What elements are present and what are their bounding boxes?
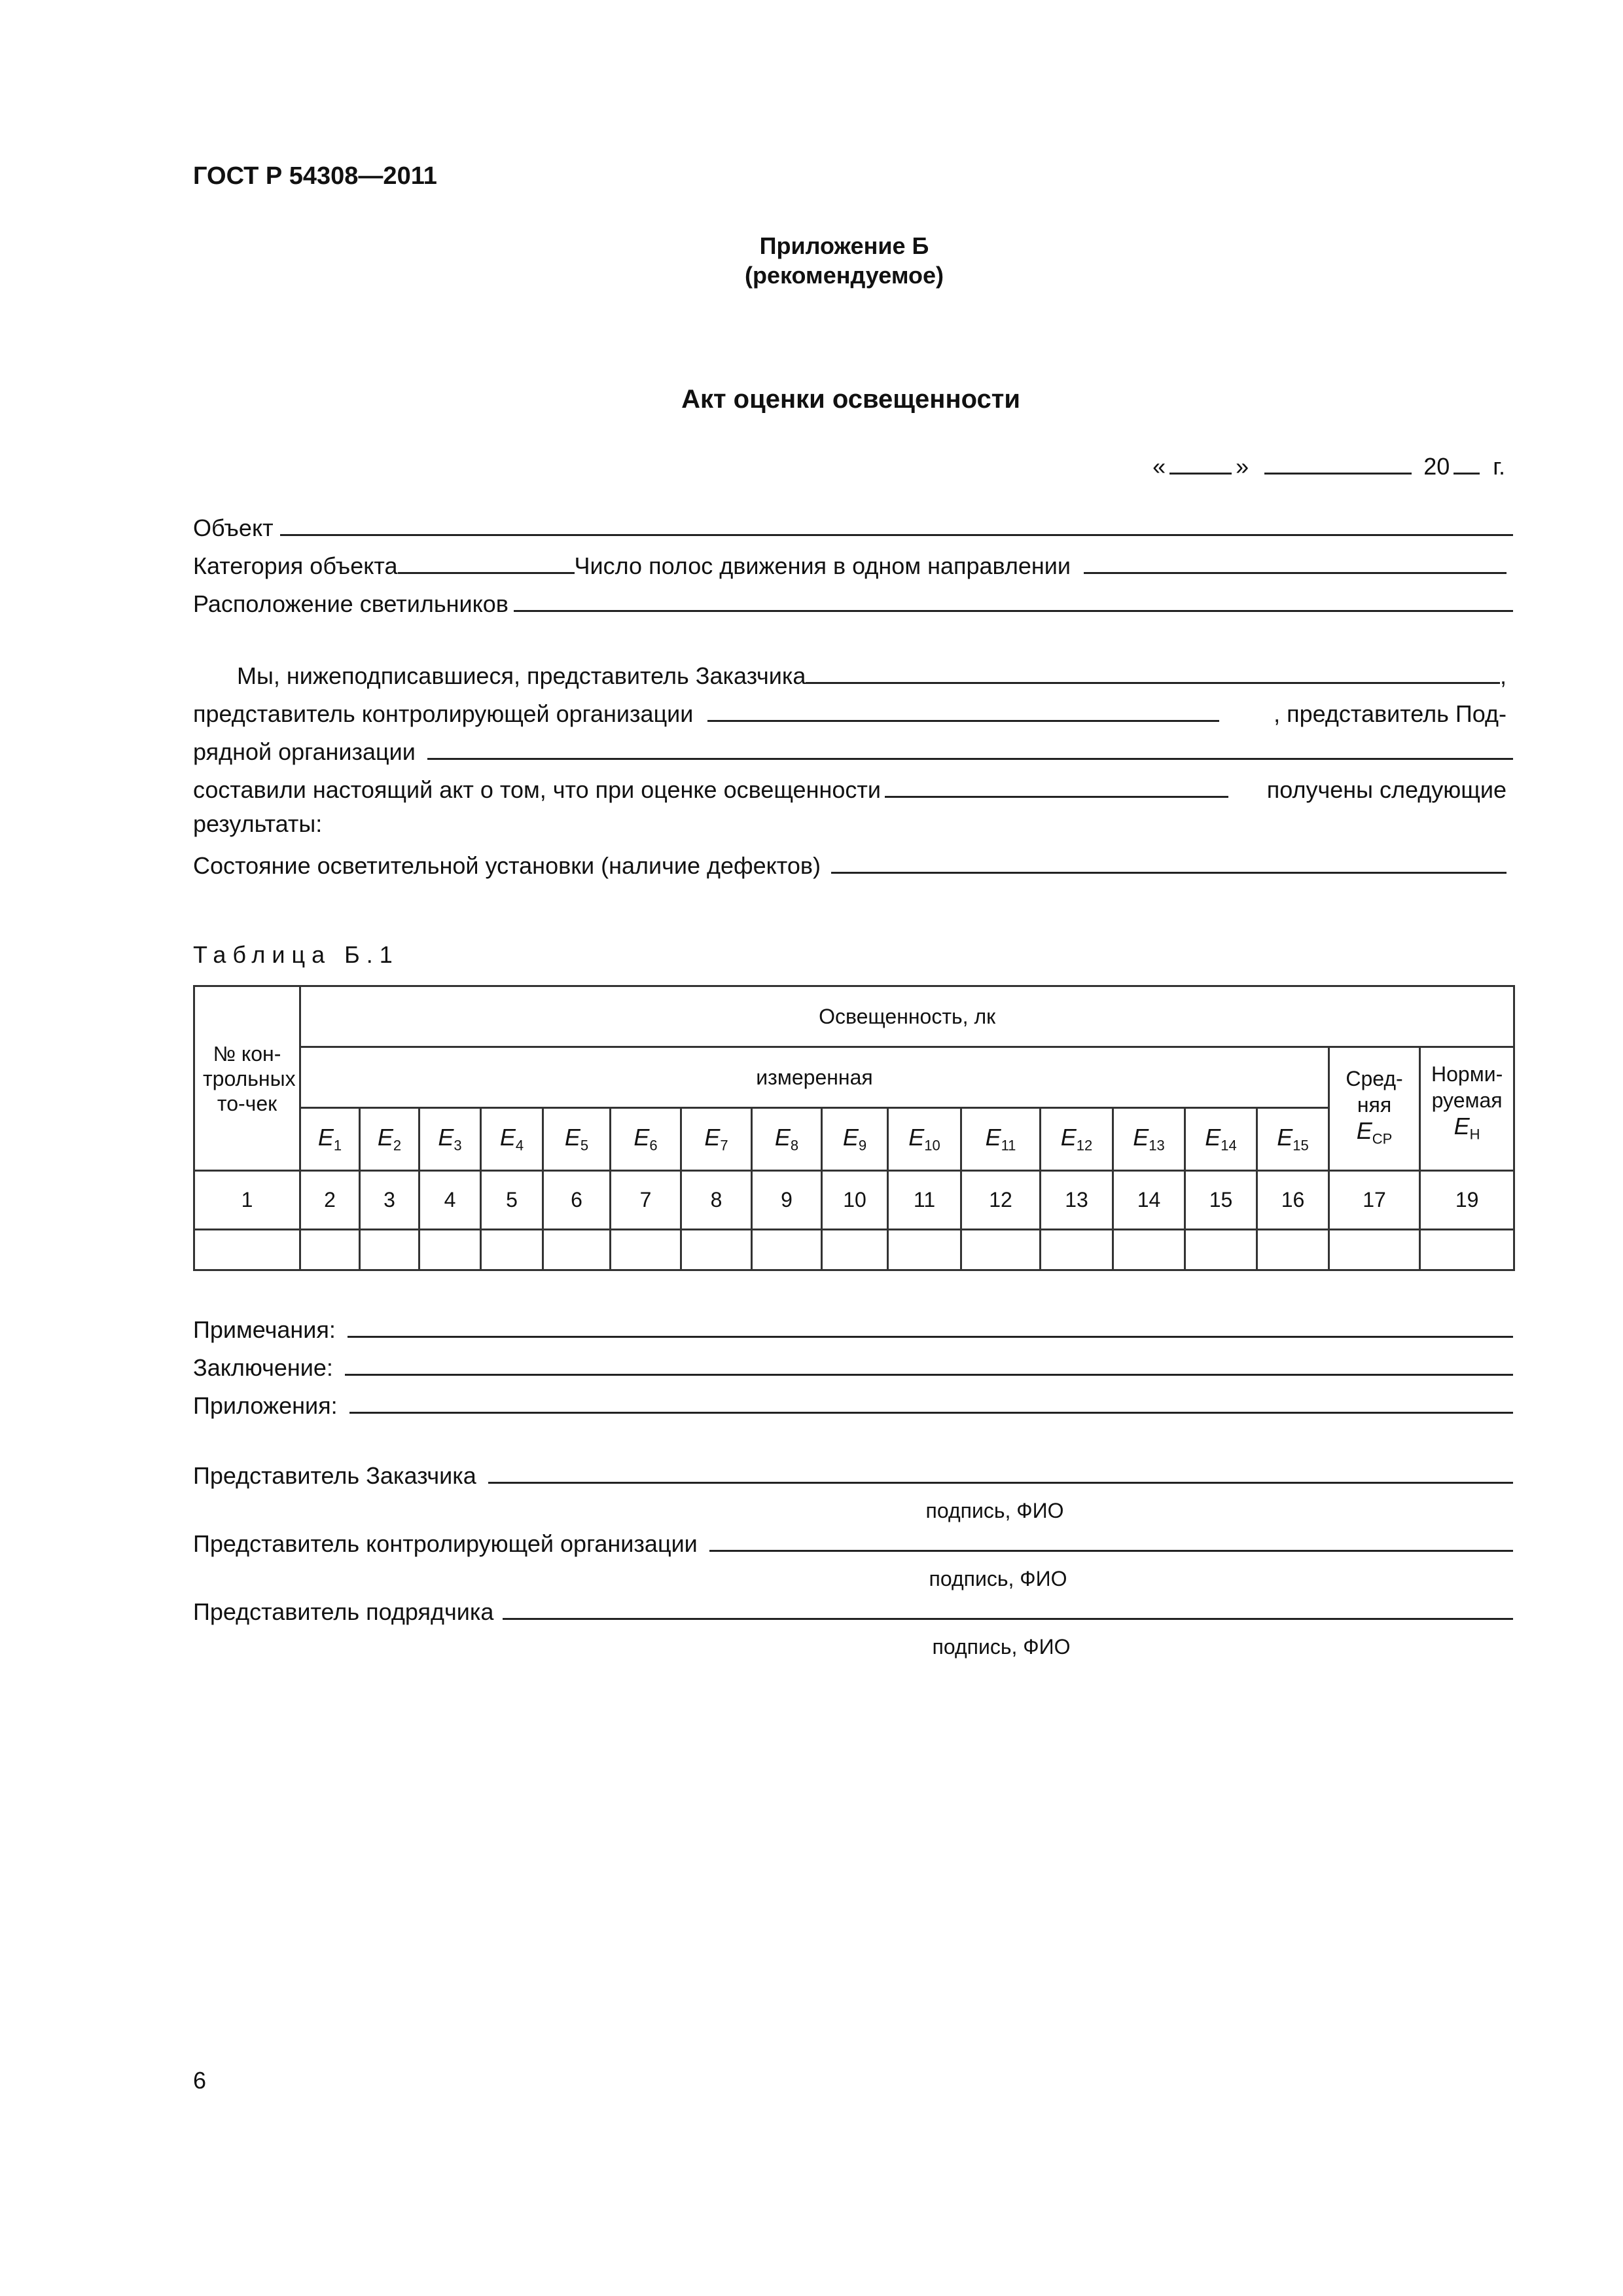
e-symbol-sub: 9 (858, 1137, 867, 1154)
notes-label: Примечания: (193, 1316, 336, 1343)
data-cell[interactable] (360, 1230, 419, 1270)
signature-caption-2: подпись, ФИО (929, 1567, 1067, 1590)
attachments-field[interactable] (349, 1388, 1513, 1414)
lights-label: Расположение светильников (193, 590, 508, 617)
e-symbol-cell (481, 1108, 543, 1171)
contractor-signature-field[interactable] (503, 1594, 1513, 1620)
data-cell[interactable] (300, 1230, 360, 1270)
data-cell[interactable] (888, 1230, 961, 1270)
object-row (193, 511, 1513, 539)
year-suffix: г. (1493, 453, 1505, 480)
conclusion-row (193, 1350, 1513, 1379)
table-label: Таблица Б.1 (193, 941, 399, 968)
para-condition-label: Состояние осветительной установки (наличие дефектов) (193, 852, 821, 879)
e-symbol-letter: E (377, 1124, 393, 1151)
data-cell[interactable] (194, 1230, 300, 1270)
e-symbol-letter: E (1205, 1124, 1221, 1151)
para-control-label: представитель контролирующей организации (193, 700, 694, 727)
e-symbol-sub: 15 (1293, 1137, 1309, 1154)
e-symbol-cell (419, 1108, 481, 1171)
para-results-text: получены следующие (1266, 776, 1507, 803)
avg-symbol-sub: СР (1372, 1130, 1393, 1147)
e-symbol-sub: 8 (790, 1137, 799, 1154)
e-symbol-sub: 11 (1001, 1137, 1016, 1154)
e-symbol-letter: E (564, 1124, 580, 1151)
data-cell[interactable] (1113, 1230, 1185, 1270)
lights-row (193, 586, 1513, 615)
avg-header-text: Сред-няя (1346, 1066, 1403, 1117)
avg-header (1329, 1047, 1420, 1171)
e-symbol-sub: 4 (515, 1137, 524, 1154)
data-cell[interactable] (1420, 1230, 1514, 1270)
e-symbol-sub: 6 (649, 1137, 658, 1154)
para-contractor-start: , представитель Под- (1274, 700, 1507, 727)
data-cell[interactable] (1329, 1230, 1420, 1270)
e-symbol-cell (300, 1108, 360, 1171)
e-symbol-cell (961, 1108, 1041, 1171)
signature-caption-3: подпись, ФИО (932, 1635, 1071, 1659)
column-number-cell: 7 (611, 1171, 681, 1230)
para-comma: , (1499, 662, 1507, 689)
norm-symbol (1421, 1113, 1513, 1147)
page-number: 6 (193, 2067, 207, 2094)
data-cell[interactable] (822, 1230, 888, 1270)
e-symbol-sub: 3 (454, 1137, 462, 1154)
e-symbol-letter: E (499, 1124, 516, 1151)
notes-row (193, 1312, 1513, 1341)
e-symbol-letter: E (774, 1124, 791, 1151)
data-cell[interactable] (419, 1230, 481, 1270)
para-line-1 (237, 658, 1507, 687)
e-symbol-sub: 2 (393, 1137, 402, 1154)
appendix-name: Приложение Б (759, 232, 929, 259)
data-row (194, 1230, 1514, 1270)
e-symbol-cell (1041, 1108, 1113, 1171)
e-symbol-cell (1185, 1108, 1257, 1171)
para-act-text: составили настоящий акт о том, что при оценке освещенности (193, 776, 881, 803)
column-number-cell: 3 (360, 1171, 419, 1230)
e-symbol-sub: 1 (333, 1137, 342, 1154)
e-symbol-cell (681, 1108, 752, 1171)
e-symbol-cell (1113, 1108, 1185, 1171)
control-signature-field[interactable] (709, 1526, 1513, 1552)
evaluation-field[interactable] (885, 772, 1228, 798)
data-cell[interactable] (481, 1230, 543, 1270)
data-cell[interactable] (752, 1230, 822, 1270)
customer-rep-field[interactable] (806, 658, 1500, 684)
column-number-cell: 9 (752, 1171, 822, 1230)
date-open-quote: « (1152, 453, 1166, 480)
e-symbol-sub: 12 (1076, 1137, 1093, 1154)
para-line-5 (193, 810, 1513, 839)
data-cell[interactable] (1185, 1230, 1257, 1270)
category-label: Категория объекта (193, 552, 398, 579)
column-number-cell: 12 (961, 1171, 1041, 1230)
document-title: Акт оценки освещенности (681, 385, 1020, 414)
norm-symbol-sub: Н (1469, 1126, 1480, 1143)
illuminance-table (193, 985, 1515, 1271)
data-cell[interactable] (1041, 1230, 1113, 1270)
standard-number: ГОСТ Р 54308—2011 (193, 162, 437, 190)
e-symbol-cell (822, 1108, 888, 1171)
para-results-label: результаты: (193, 810, 323, 837)
norm-header-text: Норми-руемая (1431, 1062, 1503, 1112)
year-prefix: 20 (1423, 453, 1450, 480)
data-cell[interactable] (611, 1230, 681, 1270)
para-line-2 (193, 696, 1507, 725)
norm-header (1420, 1047, 1514, 1171)
column-number-cell: 15 (1185, 1171, 1257, 1230)
column-number-cell: 5 (481, 1171, 543, 1230)
e-symbol-cell (888, 1108, 961, 1171)
category-row (193, 548, 1507, 577)
e-symbol-sub: 5 (580, 1137, 589, 1154)
conclusion-field[interactable] (345, 1350, 1513, 1376)
month-field[interactable] (1264, 452, 1412, 475)
data-cell[interactable] (681, 1230, 752, 1270)
day-field[interactable] (1169, 452, 1232, 475)
e-symbol-letter: E (438, 1124, 454, 1151)
contractor-rep-label: Представитель подрядчика (193, 1598, 494, 1625)
customer-rep-label: Представитель Заказчика (193, 1462, 476, 1489)
e-symbol-sub: 10 (924, 1137, 940, 1154)
e-symbol-letter: E (633, 1124, 650, 1151)
para-customer-label: Мы, нижеподписавшиеся, представитель Заказчика (237, 662, 806, 689)
conclusion-label: Заключение: (193, 1354, 333, 1381)
column-number-cell: 10 (822, 1171, 888, 1230)
column-number-cell: 1 (194, 1171, 300, 1230)
e-symbol-sub: 7 (720, 1137, 728, 1154)
date-line (1152, 452, 1505, 480)
column-number-cell: 17 (1329, 1171, 1420, 1230)
control-rep-field[interactable] (707, 696, 1219, 722)
contractor-rep-field[interactable] (427, 734, 1513, 760)
column-number-cell: 13 (1041, 1171, 1113, 1230)
e-symbol-letter: E (985, 1124, 1001, 1151)
object-field[interactable] (280, 511, 1513, 536)
para-line-6 (193, 848, 1507, 877)
lanes-label: Число полос движения в одном направлении (574, 552, 1071, 579)
norm-symbol-letter: E (1454, 1113, 1470, 1139)
avg-symbol (1330, 1118, 1419, 1152)
column-number-cell: 11 (888, 1171, 961, 1230)
notes-field[interactable] (348, 1312, 1513, 1338)
e-symbol-cell (543, 1108, 611, 1171)
customer-signature-row (193, 1458, 1513, 1487)
column-number-cell: 16 (1257, 1171, 1329, 1230)
col-points-header: № кон-трольных то-чек (194, 986, 300, 1171)
e-symbol-cell (752, 1108, 822, 1171)
data-cell[interactable] (1257, 1230, 1329, 1270)
category-field[interactable] (398, 548, 575, 574)
customer-signature-field[interactable] (488, 1458, 1513, 1484)
illuminance-header: Освещенность, лк (300, 986, 1514, 1047)
para-line-4 (193, 772, 1507, 801)
e-symbol-cell (360, 1108, 419, 1171)
column-number-cell: 2 (300, 1171, 360, 1230)
avg-symbol-letter: E (1356, 1117, 1372, 1144)
date-close-quote: » (1236, 453, 1249, 480)
e-symbol-cell (611, 1108, 681, 1171)
para-contractor-end: рядной организации (193, 738, 416, 765)
control-signature-row (193, 1526, 1513, 1555)
control-rep-label: Представитель контролирующей организации (193, 1530, 698, 1557)
lanes-field[interactable] (1084, 548, 1507, 574)
condition-field[interactable] (831, 848, 1507, 874)
e-symbol-letter: E (317, 1124, 334, 1151)
signature-caption-1: подпись, ФИО (925, 1499, 1064, 1522)
column-numbers-row (194, 1171, 1514, 1230)
e-symbol-letter: E (1133, 1124, 1149, 1151)
year-field[interactable] (1454, 452, 1480, 475)
data-cell[interactable] (543, 1230, 611, 1270)
e-symbol-cell (1257, 1108, 1329, 1171)
measured-header: измеренная (300, 1047, 1329, 1108)
e-symbol-letter: E (842, 1124, 859, 1151)
para-line-3 (193, 734, 1513, 763)
e-symbol-letter: E (1060, 1124, 1077, 1151)
column-number-cell: 6 (543, 1171, 611, 1230)
column-number-cell: 19 (1420, 1171, 1514, 1230)
column-number-cell: 14 (1113, 1171, 1185, 1230)
attachments-label: Приложения: (193, 1392, 338, 1419)
column-number-cell: 4 (419, 1171, 481, 1230)
lights-field[interactable] (514, 586, 1513, 612)
data-cell[interactable] (961, 1230, 1041, 1270)
column-number-cell: 8 (681, 1171, 752, 1230)
object-label: Объект (193, 514, 274, 541)
e-symbol-sub: 13 (1149, 1137, 1165, 1154)
e-symbol-letter: E (908, 1124, 925, 1151)
e-symbol-letter: E (704, 1124, 721, 1151)
attachments-row (193, 1388, 1513, 1417)
e-symbols-row (194, 1108, 1514, 1171)
appendix-type: (рекомендуемое) (745, 262, 944, 289)
e-symbol-letter: E (1277, 1124, 1293, 1151)
contractor-signature-row (193, 1594, 1513, 1623)
e-symbol-sub: 14 (1221, 1137, 1237, 1154)
